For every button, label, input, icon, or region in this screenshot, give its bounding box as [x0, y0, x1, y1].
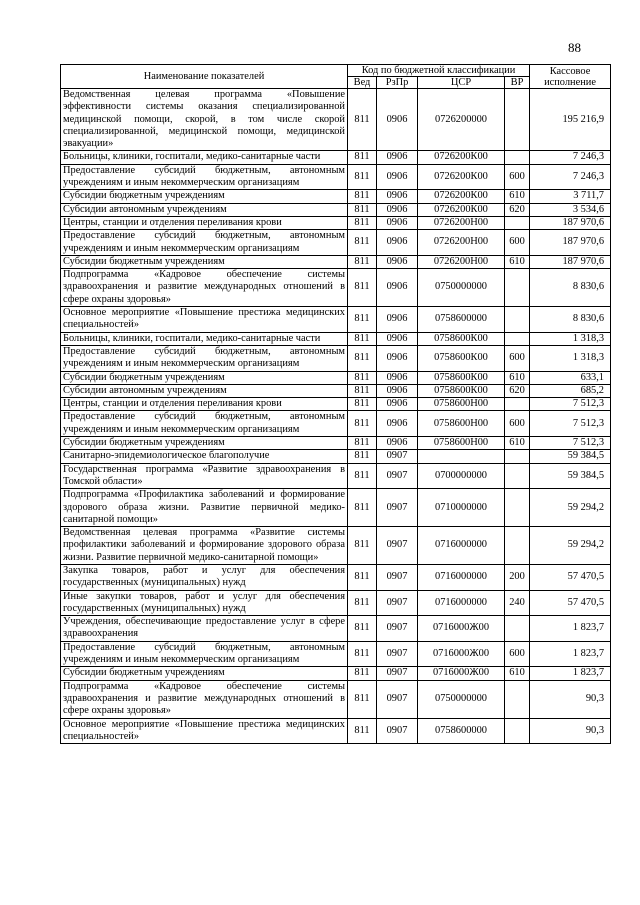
row-rzpr: 0906 — [377, 411, 418, 437]
row-amount: 90,3 — [530, 680, 611, 718]
row-ved: 811 — [348, 151, 377, 164]
row-vr — [505, 718, 530, 744]
row-vr: 610 — [505, 437, 530, 450]
table-row — [61, 411, 611, 437]
row-rzpr: 0907 — [377, 463, 418, 489]
row-csr: 0716000000 — [418, 564, 505, 590]
row-vr: 600 — [505, 641, 530, 667]
row-vr — [505, 89, 530, 151]
table-row — [61, 255, 611, 268]
table-row — [61, 269, 611, 307]
row-name: Основное мероприятие «Повышение престижа медицинских специальностей» — [61, 307, 348, 333]
row-name: Субсидии бюджетным учреждениям — [61, 190, 348, 203]
row-name: Центры, станции и отделения переливания крови — [61, 216, 348, 229]
row-csr: 0716000000 — [418, 527, 505, 565]
row-csr: 0726200Н00 — [418, 255, 505, 268]
row-name: Учреждения, обеспечивающие предоставление услуг в сфере здравоохранения — [61, 616, 348, 642]
row-rzpr: 0906 — [377, 371, 418, 384]
table-row — [61, 345, 611, 371]
header-name: Наименование показателей — [61, 65, 348, 89]
table-row — [61, 616, 611, 642]
row-ved: 811 — [348, 564, 377, 590]
table-row — [61, 164, 611, 190]
row-ved: 811 — [348, 216, 377, 229]
row-vr: 610 — [505, 667, 530, 680]
row-csr: 0750000000 — [418, 680, 505, 718]
row-rzpr: 0907 — [377, 450, 418, 463]
row-ved: 811 — [348, 230, 377, 256]
row-amount: 3 534,6 — [530, 203, 611, 216]
row-name: Центры, станции и отделения переливания крови — [61, 398, 348, 411]
row-name: Подпрограмма «Кадровое обеспечение системы здравоохранения и развитие международных отношений в сфере охраны здоровья» — [61, 269, 348, 307]
row-vr: 620 — [505, 203, 530, 216]
row-csr: 0758600000 — [418, 718, 505, 744]
row-name: Субсидии бюджетным учреждениям — [61, 667, 348, 680]
row-amount: 7 512,3 — [530, 398, 611, 411]
row-csr: 0758600Н00 — [418, 437, 505, 450]
row-rzpr: 0906 — [377, 269, 418, 307]
row-ved: 811 — [348, 345, 377, 371]
header-csr: ЦСР — [418, 77, 505, 89]
row-name: Предоставление субсидий бюджетным, автономным учреждениям и иным некоммерческим организациям — [61, 230, 348, 256]
table-row — [61, 332, 611, 345]
row-name: Основное мероприятие «Повышение престижа медицинских специальностей» — [61, 718, 348, 744]
row-rzpr: 0907 — [377, 667, 418, 680]
row-ved: 811 — [348, 667, 377, 680]
row-csr: 0758600Н00 — [418, 398, 505, 411]
table-row — [61, 230, 611, 256]
row-rzpr: 0907 — [377, 616, 418, 642]
table-row — [61, 190, 611, 203]
row-ved: 811 — [348, 590, 377, 616]
header-rzpr: РзПр — [377, 77, 418, 89]
row-name: Закупка товаров, работ и услуг для обеспечения государственных (муниципальных) нужд — [61, 564, 348, 590]
row-amount: 187 970,6 — [530, 230, 611, 256]
row-csr: 0758600К00 — [418, 332, 505, 345]
table-row — [61, 151, 611, 164]
row-name: Субсидии автономным учреждениям — [61, 384, 348, 397]
row-amount: 187 970,6 — [530, 216, 611, 229]
row-rzpr: 0906 — [377, 398, 418, 411]
row-csr: 0750000000 — [418, 269, 505, 307]
row-rzpr: 0906 — [377, 216, 418, 229]
table-row — [61, 564, 611, 590]
row-rzpr: 0906 — [377, 437, 418, 450]
row-amount: 57 470,5 — [530, 564, 611, 590]
row-vr: 200 — [505, 564, 530, 590]
row-vr — [505, 151, 530, 164]
row-rzpr: 0907 — [377, 590, 418, 616]
row-csr: 0726200Н00 — [418, 216, 505, 229]
row-name: Санитарно-эпидемиологическое благополучие — [61, 450, 348, 463]
page-number: 88 — [568, 40, 581, 55]
row-amount: 1 823,7 — [530, 641, 611, 667]
row-vr: 600 — [505, 411, 530, 437]
row-ved: 811 — [348, 616, 377, 642]
row-csr: 0726200К00 — [418, 151, 505, 164]
header-execution: Кассовое исполнение — [530, 65, 611, 89]
row-ved: 811 — [348, 307, 377, 333]
row-ved: 811 — [348, 255, 377, 268]
row-csr: 0716000Ж00 — [418, 641, 505, 667]
table-row — [61, 437, 611, 450]
row-name: Подпрограмма «Кадровое обеспечение системы здравоохранения и развитие международных отношений в сфере охраны здоровья» — [61, 680, 348, 718]
budget-table — [60, 64, 611, 744]
row-amount: 59 384,5 — [530, 463, 611, 489]
table-row — [61, 718, 611, 744]
row-csr: 0758600Н00 — [418, 411, 505, 437]
row-ved: 811 — [348, 269, 377, 307]
row-ved: 811 — [348, 527, 377, 565]
row-amount: 195 216,9 — [530, 89, 611, 151]
row-ved: 811 — [348, 164, 377, 190]
row-ved: 811 — [348, 371, 377, 384]
row-name: Ведомственная целевая программа «Повышение эффективности системы оказания специализированной медицинской помощи, скорой, в том числе скорой специализированной, медицинской помощи, медицинской эвакуации» — [61, 89, 348, 151]
row-csr: 0758600К00 — [418, 371, 505, 384]
row-csr: 0726200К00 — [418, 190, 505, 203]
row-csr: 0716000Ж00 — [418, 667, 505, 680]
row-vr — [505, 216, 530, 229]
header-code-group: Код по бюджетной классификации — [348, 65, 530, 77]
row-vr — [505, 307, 530, 333]
table-row — [61, 641, 611, 667]
row-amount: 187 970,6 — [530, 255, 611, 268]
row-amount: 90,3 — [530, 718, 611, 744]
row-name: Предоставление субсидий бюджетным, автономным учреждениям и иным некоммерческим организациям — [61, 411, 348, 437]
row-rzpr: 0906 — [377, 89, 418, 151]
table-row — [61, 307, 611, 333]
row-rzpr: 0906 — [377, 345, 418, 371]
row-amount: 59 294,2 — [530, 489, 611, 527]
row-vr: 610 — [505, 190, 530, 203]
row-vr — [505, 463, 530, 489]
table-row — [61, 216, 611, 229]
row-vr — [505, 680, 530, 718]
row-csr: 0726200К00 — [418, 164, 505, 190]
row-amount: 685,2 — [530, 384, 611, 397]
row-rzpr: 0906 — [377, 332, 418, 345]
row-vr — [505, 398, 530, 411]
row-ved: 811 — [348, 411, 377, 437]
row-ved: 811 — [348, 332, 377, 345]
row-rzpr: 0906 — [377, 190, 418, 203]
row-name: Иные закупки товаров, работ и услуг для обеспечения государственных (муниципальных) нужд — [61, 590, 348, 616]
row-amount: 1 823,7 — [530, 667, 611, 680]
header-ved: Вед — [348, 77, 377, 89]
row-amount: 57 470,5 — [530, 590, 611, 616]
row-vr: 600 — [505, 230, 530, 256]
row-csr: 0726200Н00 — [418, 230, 505, 256]
row-rzpr: 0907 — [377, 680, 418, 718]
row-rzpr: 0907 — [377, 527, 418, 565]
row-csr: 0758600К00 — [418, 384, 505, 397]
row-rzpr: 0906 — [377, 151, 418, 164]
row-amount: 7 512,3 — [530, 437, 611, 450]
row-amount: 1 318,3 — [530, 332, 611, 345]
table-row — [61, 371, 611, 384]
row-csr: 0710000000 — [418, 489, 505, 527]
row-vr: 240 — [505, 590, 530, 616]
row-name: Предоставление субсидий бюджетным, автономным учреждениям и иным некоммерческим организациям — [61, 164, 348, 190]
row-csr: 0726200000 — [418, 89, 505, 151]
row-name: Предоставление субсидий бюджетным, автономным учреждениям и иным некоммерческим организациям — [61, 345, 348, 371]
table-body — [61, 89, 611, 744]
row-rzpr: 0906 — [377, 307, 418, 333]
row-ved: 811 — [348, 489, 377, 527]
row-vr: 600 — [505, 164, 530, 190]
row-ved: 811 — [348, 463, 377, 489]
table-row — [61, 450, 611, 463]
table-row — [61, 667, 611, 680]
row-vr — [505, 450, 530, 463]
row-ved: 811 — [348, 450, 377, 463]
row-ved: 811 — [348, 680, 377, 718]
row-amount: 8 830,6 — [530, 307, 611, 333]
row-vr — [505, 269, 530, 307]
row-amount: 7 512,3 — [530, 411, 611, 437]
row-name: Больницы, клиники, госпитали, медико-санитарные части — [61, 151, 348, 164]
row-amount: 8 830,6 — [530, 269, 611, 307]
table-row — [61, 489, 611, 527]
table-row — [61, 384, 611, 397]
row-vr: 600 — [505, 345, 530, 371]
row-ved: 811 — [348, 718, 377, 744]
header-vr: ВР — [505, 77, 530, 89]
table-row — [61, 203, 611, 216]
row-vr: 610 — [505, 371, 530, 384]
table-row — [61, 680, 611, 718]
row-rzpr: 0907 — [377, 564, 418, 590]
row-amount: 7 246,3 — [530, 164, 611, 190]
row-rzpr: 0907 — [377, 641, 418, 667]
row-amount: 3 711,7 — [530, 190, 611, 203]
row-rzpr: 0906 — [377, 164, 418, 190]
row-name: Субсидии бюджетным учреждениям — [61, 255, 348, 268]
row-rzpr: 0906 — [377, 255, 418, 268]
row-amount: 633,1 — [530, 371, 611, 384]
row-ved: 811 — [348, 384, 377, 397]
row-vr: 610 — [505, 255, 530, 268]
row-name: Субсидии автономным учреждениям — [61, 203, 348, 216]
row-ved: 811 — [348, 89, 377, 151]
row-rzpr: 0906 — [377, 203, 418, 216]
row-name: Субсидии бюджетным учреждениям — [61, 371, 348, 384]
row-amount: 59 294,2 — [530, 527, 611, 565]
row-rzpr: 0907 — [377, 718, 418, 744]
row-rzpr: 0906 — [377, 230, 418, 256]
row-vr — [505, 527, 530, 565]
table-row — [61, 590, 611, 616]
row-csr: 0758600К00 — [418, 345, 505, 371]
row-vr: 620 — [505, 384, 530, 397]
row-amount: 7 246,3 — [530, 151, 611, 164]
row-vr — [505, 616, 530, 642]
row-csr: 0716000Ж00 — [418, 616, 505, 642]
row-csr: 0758600000 — [418, 307, 505, 333]
row-ved: 811 — [348, 190, 377, 203]
row-rzpr: 0906 — [377, 384, 418, 397]
row-vr — [505, 332, 530, 345]
row-csr: 0726200К00 — [418, 203, 505, 216]
row-name: Подпрограмма «Профилактика заболеваний и формирование здорового образа жизни. Развитие первичной медико-санитарной помощи» — [61, 489, 348, 527]
table-row — [61, 527, 611, 565]
row-rzpr: 0907 — [377, 489, 418, 527]
row-amount: 1 823,7 — [530, 616, 611, 642]
table-row — [61, 89, 611, 151]
row-vr — [505, 489, 530, 527]
row-name: Предоставление субсидий бюджетным, автономным учреждениям и иным некоммерческим организациям — [61, 641, 348, 667]
row-name: Ведомственная целевая программа «Развитие системы профилактики заболеваний и формирование здорового образа жизни. Развитие первичной медико-санитарной помощи» — [61, 527, 348, 565]
row-amount: 1 318,3 — [530, 345, 611, 371]
row-name: Больницы, клиники, госпитали, медико-санитарные части — [61, 332, 348, 345]
row-name: Государственная программа «Развитие здравоохранения в Томской области» — [61, 463, 348, 489]
table-row — [61, 463, 611, 489]
row-ved: 811 — [348, 398, 377, 411]
row-ved: 811 — [348, 203, 377, 216]
row-csr — [418, 450, 505, 463]
row-name: Субсидии бюджетным учреждениям — [61, 437, 348, 450]
row-csr: 0716000000 — [418, 590, 505, 616]
table-row — [61, 398, 611, 411]
row-csr: 0700000000 — [418, 463, 505, 489]
row-ved: 811 — [348, 437, 377, 450]
row-ved: 811 — [348, 641, 377, 667]
row-amount: 59 384,5 — [530, 450, 611, 463]
